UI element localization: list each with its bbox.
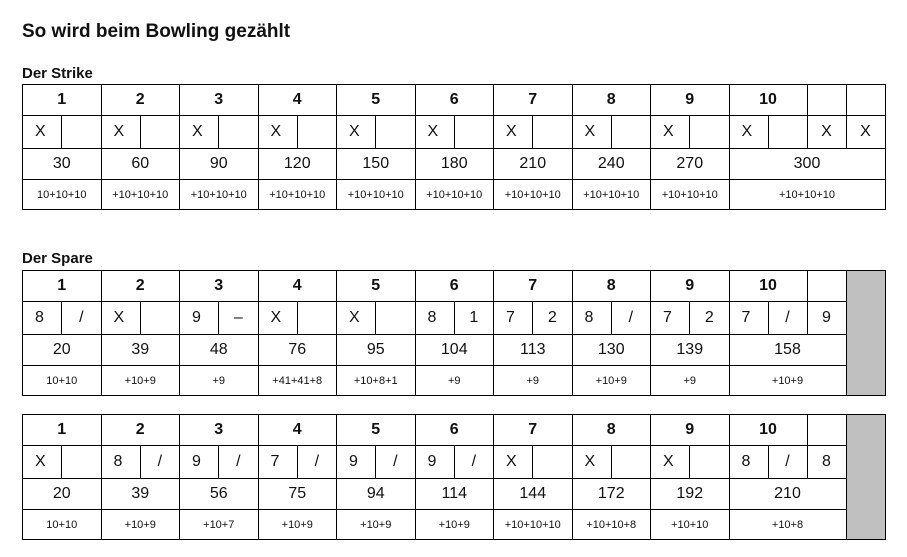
frame-number: 3 xyxy=(180,85,259,116)
calculation-text: +9 xyxy=(180,366,259,396)
throw-box: / xyxy=(768,446,807,479)
throw-box: X xyxy=(846,116,885,149)
throw-box: X xyxy=(258,302,297,335)
section-label-strike: Der Strike xyxy=(22,65,93,82)
throw-box: / xyxy=(376,446,415,479)
throw-box xyxy=(611,446,650,479)
throw-box: 7 xyxy=(729,302,768,335)
throw-box xyxy=(297,116,336,149)
throw-box: 8 xyxy=(415,302,454,335)
throws-row xyxy=(23,446,886,479)
throw-box: / xyxy=(768,302,807,335)
running-total: 210 xyxy=(494,149,573,180)
throw-box xyxy=(454,116,493,149)
running-total: 75 xyxy=(258,479,337,510)
calculation-row xyxy=(23,510,886,540)
calculation-text: +10+10+10 xyxy=(494,180,573,210)
frame-number: 7 xyxy=(494,85,573,116)
calculation-text: +10+9 xyxy=(572,366,651,396)
calculation-text: +10+10+10 xyxy=(572,180,651,210)
calculation-text: +10+9 xyxy=(258,510,337,540)
throw-box: X xyxy=(807,116,846,149)
throw-box: X xyxy=(572,446,611,479)
frame-number: 10 xyxy=(729,415,807,446)
frame-number: 10 xyxy=(729,85,807,116)
calculation-text: +10+10 xyxy=(651,510,730,540)
throw-box xyxy=(376,302,415,335)
throw-box: 1 xyxy=(454,302,493,335)
throw-box xyxy=(768,116,807,149)
running-total: 56 xyxy=(180,479,259,510)
running-total: 150 xyxy=(337,149,416,180)
calculation-text: +10+9 xyxy=(337,510,416,540)
running-total: 39 xyxy=(101,479,180,510)
throw-box: X xyxy=(101,116,140,149)
page-title: So wird beim Bowling gezählt xyxy=(22,21,291,42)
running-total: 95 xyxy=(337,335,416,366)
calculation-text: 10+10+10 xyxy=(23,180,102,210)
frame-number: 1 xyxy=(23,85,102,116)
throw-box xyxy=(219,116,258,149)
running-total: 180 xyxy=(415,149,494,180)
running-total: 139 xyxy=(651,335,730,366)
throw-box: X xyxy=(258,116,297,149)
throw-box: / xyxy=(62,302,101,335)
running-total: 48 xyxy=(180,335,259,366)
throw-box: 9 xyxy=(807,302,846,335)
calculation-text: 10+10 xyxy=(23,366,102,396)
frame-number: 2 xyxy=(101,415,180,446)
running-total: 158 xyxy=(729,335,846,366)
running-total: 300 xyxy=(729,149,885,180)
frame-number: 8 xyxy=(572,271,651,302)
frame-number: 4 xyxy=(258,415,337,446)
running-total: 113 xyxy=(494,335,573,366)
totals-row xyxy=(23,335,886,366)
throw-box: / xyxy=(140,446,179,479)
throw-box: 9 xyxy=(415,446,454,479)
frame-number-row xyxy=(23,85,886,116)
throw-box: 2 xyxy=(533,302,572,335)
throw-box: X xyxy=(572,116,611,149)
throw-box: X xyxy=(337,116,376,149)
throw-box xyxy=(690,446,729,479)
running-total: 120 xyxy=(258,149,337,180)
calculation-text: +10+10+10 xyxy=(415,180,494,210)
frame-number: 1 xyxy=(23,271,102,302)
frame-number: 9 xyxy=(651,271,730,302)
frame-number: 9 xyxy=(651,85,730,116)
gray-column xyxy=(846,415,885,540)
running-total: 104 xyxy=(415,335,494,366)
throw-box: X xyxy=(651,446,690,479)
running-total: 144 xyxy=(494,479,573,510)
frame-number: 2 xyxy=(101,271,180,302)
throw-box xyxy=(62,446,101,479)
frame-number: 5 xyxy=(337,85,416,116)
calculation-text: +10+8+1 xyxy=(337,366,416,396)
running-total: 270 xyxy=(651,149,730,180)
frame-number: 4 xyxy=(258,271,337,302)
frame-number: 7 xyxy=(494,415,573,446)
running-total: 172 xyxy=(572,479,651,510)
throw-box: 9 xyxy=(337,446,376,479)
throw-box: X xyxy=(651,116,690,149)
throw-box: 7 xyxy=(258,446,297,479)
calculation-text: +10+10+8 xyxy=(572,510,651,540)
calculation-text: +10+10+10 xyxy=(651,180,730,210)
frame-number: 3 xyxy=(180,415,259,446)
throw-box xyxy=(376,116,415,149)
throw-box: X xyxy=(729,116,768,149)
calculation-row xyxy=(23,366,886,396)
calculation-text: +10+9 xyxy=(101,366,180,396)
frame-number-row xyxy=(23,415,886,446)
score-table-spare-example-2 xyxy=(22,414,886,540)
running-total: 39 xyxy=(101,335,180,366)
totals-row xyxy=(23,479,886,510)
throw-box: 9 xyxy=(180,446,219,479)
throw-box xyxy=(62,116,101,149)
running-total: 130 xyxy=(572,335,651,366)
throw-box xyxy=(533,116,572,149)
running-total: 192 xyxy=(651,479,730,510)
frame-number: 8 xyxy=(572,415,651,446)
running-total: 20 xyxy=(23,479,102,510)
throw-box xyxy=(140,302,179,335)
calculation-text: +10+7 xyxy=(180,510,259,540)
throw-box: 8 xyxy=(729,446,768,479)
frame-number: 6 xyxy=(415,271,494,302)
score-table-strike xyxy=(22,84,886,210)
calculation-text: +10+9 xyxy=(415,510,494,540)
calculation-text: +10+10+10 xyxy=(494,510,573,540)
throw-box: X xyxy=(101,302,140,335)
frame-number: 2 xyxy=(101,85,180,116)
frame-number: 8 xyxy=(572,85,651,116)
throw-box: / xyxy=(297,446,336,479)
calculation-text: +9 xyxy=(415,366,494,396)
running-total: 20 xyxy=(23,335,102,366)
running-total: 240 xyxy=(572,149,651,180)
frame-number: 9 xyxy=(651,415,730,446)
throws-row xyxy=(23,302,886,335)
calculation-row xyxy=(23,180,886,210)
frame-number: 6 xyxy=(415,415,494,446)
throw-box xyxy=(140,116,179,149)
frame-number: 4 xyxy=(258,85,337,116)
frame-number: 7 xyxy=(494,271,573,302)
throw-box: X xyxy=(23,446,62,479)
throw-box: X xyxy=(180,116,219,149)
throw-box: – xyxy=(219,302,258,335)
frame-extra-header xyxy=(807,85,846,116)
score-table-spare xyxy=(22,270,886,396)
frame-extra-header xyxy=(846,85,885,116)
running-total: 114 xyxy=(415,479,494,510)
calculation-text: +10+9 xyxy=(729,366,846,396)
frame-number: 6 xyxy=(415,85,494,116)
throw-box: X xyxy=(23,116,62,149)
calculation-text: +10+10+10 xyxy=(337,180,416,210)
throw-box: 2 xyxy=(690,302,729,335)
calculation-text: +9 xyxy=(494,366,573,396)
throw-box xyxy=(611,116,650,149)
throw-box: 8 xyxy=(572,302,611,335)
throw-box xyxy=(533,446,572,479)
throw-box: X xyxy=(337,302,376,335)
throw-box: 8 xyxy=(807,446,846,479)
calculation-text: +10+9 xyxy=(101,510,180,540)
calculation-text: +10+10+10 xyxy=(101,180,180,210)
frame-number: 3 xyxy=(180,271,259,302)
frame-extra-header xyxy=(807,271,846,302)
throw-box: 9 xyxy=(180,302,219,335)
frame-number-row xyxy=(23,271,886,302)
frame-number: 5 xyxy=(337,415,416,446)
running-total: 60 xyxy=(101,149,180,180)
throw-box xyxy=(690,116,729,149)
frame-number: 5 xyxy=(337,271,416,302)
running-total: 76 xyxy=(258,335,337,366)
frame-extra-header xyxy=(807,415,846,446)
calculation-text: +9 xyxy=(651,366,730,396)
frame-number: 10 xyxy=(729,271,807,302)
calculation-text: +10+10+10 xyxy=(180,180,259,210)
frame-number: 1 xyxy=(23,415,102,446)
gray-column xyxy=(846,271,885,396)
throw-box: 8 xyxy=(101,446,140,479)
section-label-spare: Der Spare xyxy=(22,250,93,267)
throw-box: / xyxy=(219,446,258,479)
throw-box: X xyxy=(494,116,533,149)
running-total: 94 xyxy=(337,479,416,510)
throw-box: / xyxy=(611,302,650,335)
throw-box: 7 xyxy=(651,302,690,335)
totals-row xyxy=(23,149,886,180)
throw-box: X xyxy=(494,446,533,479)
throw-box: / xyxy=(454,446,493,479)
throw-box: 7 xyxy=(494,302,533,335)
calculation-text: +41+41+8 xyxy=(258,366,337,396)
running-total: 30 xyxy=(23,149,102,180)
calculation-text: +10+8 xyxy=(729,510,846,540)
calculation-text: +10+10+10 xyxy=(258,180,337,210)
calculation-text: +10+10+10 xyxy=(729,180,885,210)
calculation-text: 10+10 xyxy=(23,510,102,540)
throw-box: X xyxy=(415,116,454,149)
running-total: 90 xyxy=(180,149,259,180)
throw-box: 8 xyxy=(23,302,62,335)
running-total: 210 xyxy=(729,479,846,510)
throw-box xyxy=(297,302,336,335)
throws-row xyxy=(23,116,886,149)
